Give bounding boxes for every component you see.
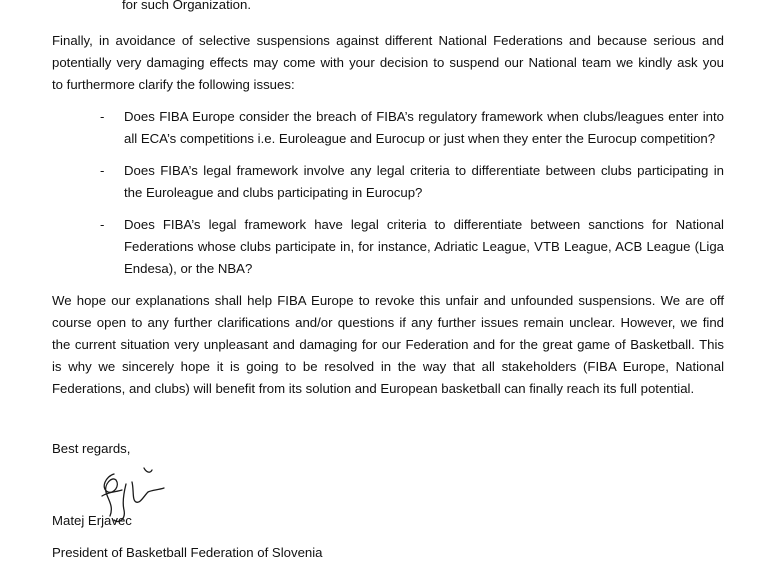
closing-greeting: Best regards, (52, 441, 131, 456)
paragraph-line: to furthermore clarify the following issues: (52, 77, 295, 92)
paragraph-line: the current situation very unpleasant and damaging for our Federation and for the great game of Basketball. This (52, 337, 724, 352)
question-line: all ECA’s competitions i.e. Euroleague and Eurocup or just when they enter the Eurocup competition? (124, 131, 716, 146)
bullet-dash: - (100, 217, 105, 232)
question-line: the Euroleague and clubs participating in Eurocup? (124, 185, 423, 200)
question-line: Does FIBA’s legal framework have legal criteria to differentiate between sanctions for National (124, 217, 724, 232)
paragraph-line: Finally, in avoidance of selective suspensions against different National Federations and because serious and (52, 33, 724, 48)
paragraph-line: course open to any further clarifications and/or questions if any further issues remain unclear. However, we find (52, 315, 724, 330)
paragraph-line: We hope our explanations shall help FIBA Europe to revoke this unfair and unfounded suspensions. We are off (52, 293, 724, 308)
top-fragment: for such Organization. (122, 0, 252, 12)
paragraph-line: is why we sincerely hope it is going to be resolved in the way that all stakeholders (FIBA Europe, National (52, 359, 724, 374)
question-line: Federations whose clubs participate in, for instance, Adriatic League, VTB League, ACB League (Liga (124, 239, 724, 254)
paragraph-line: Federations, and clubs) will benefit from its solution and European basketball can finally reach its full potential. (52, 381, 695, 396)
question-line: Does FIBA Europe consider the breach of FIBA’s regulatory framework when clubs/leagues enter into (124, 109, 724, 124)
question-line: Does FIBA’s legal framework involve any legal criteria to differentiate between clubs participating in (124, 163, 724, 178)
signer-name: Matej Erjavec (52, 513, 132, 528)
paragraph-line: potentially very damaging effects may come with your decision to suspend our National team we kindly ask you (52, 55, 724, 70)
signer-title: President of Basketball Federation of Slovenia (52, 545, 323, 560)
question-line: Endesa), or the NBA? (124, 261, 253, 276)
bullet-dash: - (100, 109, 105, 124)
bullet-dash: - (100, 163, 105, 178)
